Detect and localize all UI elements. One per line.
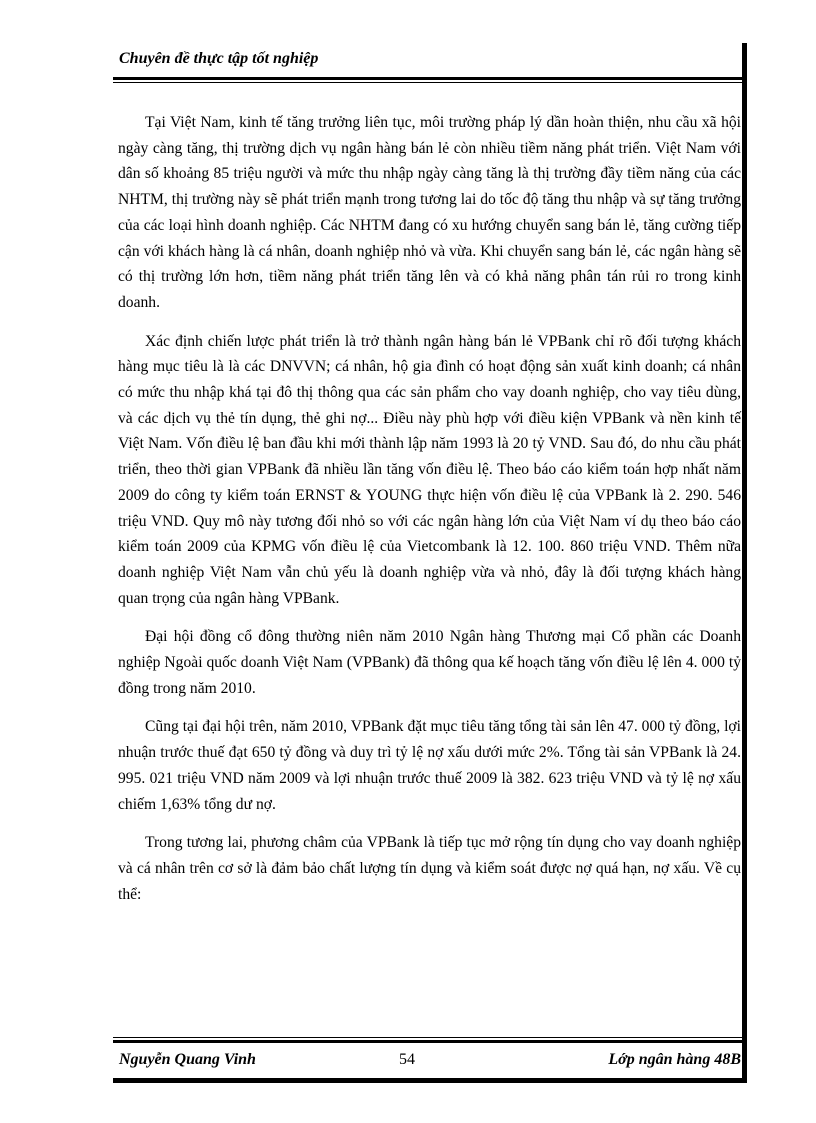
paragraph: Xác định chiến lược phát triển là trở thành ngân hàng bán lẻ VPBank chỉ rõ đối tượng khách hàng mục tiêu là là các DNVVN; cá nhân, hộ gia đình có hoạt động sản xuất kinh doanh; cá nhân có mức thu nhập khá tại đô thị thông qua các sản phẩm cho vay doanh nghiệp, cho vay tiêu dùng, và các dịch vụ thẻ tín dụng, thẻ ghi nợ... Điều này phù hợp với điều kiện VPBank và nền kinh tế Việt Nam. Vốn điều lệ ban đầu khi mới thành lập năm 1993 là 20 tỷ VND. Sau đó, do nhu cầu phát triển, theo thời gian VPBank đã nhiều lần tăng vốn điều lệ. Theo báo cáo kiểm toán hợp nhất năm 2009 do công ty kiểm toán ERNST & YOUNG thực hiện vốn điều lệ của VPBank là 2. 290. 546 triệu VND. Quy mô này tương đối nhỏ so với các ngân hàng lớn của Việt Nam ví dụ theo báo cáo kiểm toán 2009 của KPMG vốn điều lệ của Vietcombank là 12. 100. 860 triệu VND. Thêm nữa doanh nghiệp Việt Nam vẫn chủ yếu là doanh nghiệp vừa và nhỏ, đây là đối tượng khách hàng quan trọng của ngân hàng VPBank. <box>118 332 741 607</box>
document-body <box>118 110 741 920</box>
footer-author: Nguyễn Quang Vinh <box>119 1051 256 1068</box>
paragraph: Trong tương lai, phương châm của VPBank là tiếp tục mở rộng tín dụng cho vay doanh nghiệp và cá nhân trên cơ sở là đảm bảo chất lượng tín dụng và kiểm soát được nợ quá hạn, nợ xấu. Về cụ thể: <box>118 834 741 903</box>
footer-rule <box>113 1037 747 1043</box>
paragraph: Cũng tại đại hội trên, năm 2010, VPBank đặt mục tiêu tăng tổng tài sản lên 47. 000 tỷ đồng, lợi nhuận trước thuế đạt 650 tỷ đồng và duy trì tỷ lệ nợ xấu dưới mức 2%. Tổng tài sản VPBank là 24. 995. 021 triệu VND năm 2009 và lợi nhuận trước thuế 2009 là 382. 623 triệu VND và tỷ lệ nợ xấu chiếm 1,63% tổng dư nợ. <box>118 718 741 813</box>
page-header <box>119 50 749 68</box>
header-title: Chuyên đề thực tập tốt nghiệp <box>119 50 319 67</box>
paragraph: Đại hội đồng cổ đông thường niên năm 2010 Ngân hàng Thương mại Cổ phần các Doanh nghiệp Ngoài quốc doanh Việt Nam (VPBank) đã thông qua kế hoạch tăng vốn điều lệ lên 4. 000 tỷ đồng trong năm 2010. <box>118 628 741 697</box>
page-number: 54 <box>399 1051 415 1068</box>
paragraph: Tại Việt Nam, kinh tế tăng trưởng liên tục, môi trường pháp lý dần hoàn thiện, nhu cầu xã hội ngày càng tăng, thị trường dịch vụ ngân hàng bán lẻ còn nhiều tiềm năng phát triển. Việt Nam với dân số khoảng 85 triệu người và mức thu nhập ngày càng tăng là thị trường đầy tiềm năng của các NHTM, thị trường này sẽ phát triển mạnh trong tương lai do tốc độ tăng thu nhập và sự tăng trưởng của các loại hình doanh nghiệp. Các NHTM đang có xu hướng chuyển sang bán lẻ, tăng cường tiếp cận với khách hàng là cá nhân, doanh nghiệp nhỏ và vừa. Khi chuyển sang bán lẻ, các ngân hàng sẽ có thị trường lớn hơn, tiềm năng phát triển tăng lên và có khả năng phân tán rủi ro trong kinh doanh. <box>118 114 741 311</box>
page-footer <box>119 1051 741 1073</box>
header-rule <box>113 77 747 83</box>
footer-class-name: Lớp ngân hàng 48B <box>608 1051 741 1068</box>
